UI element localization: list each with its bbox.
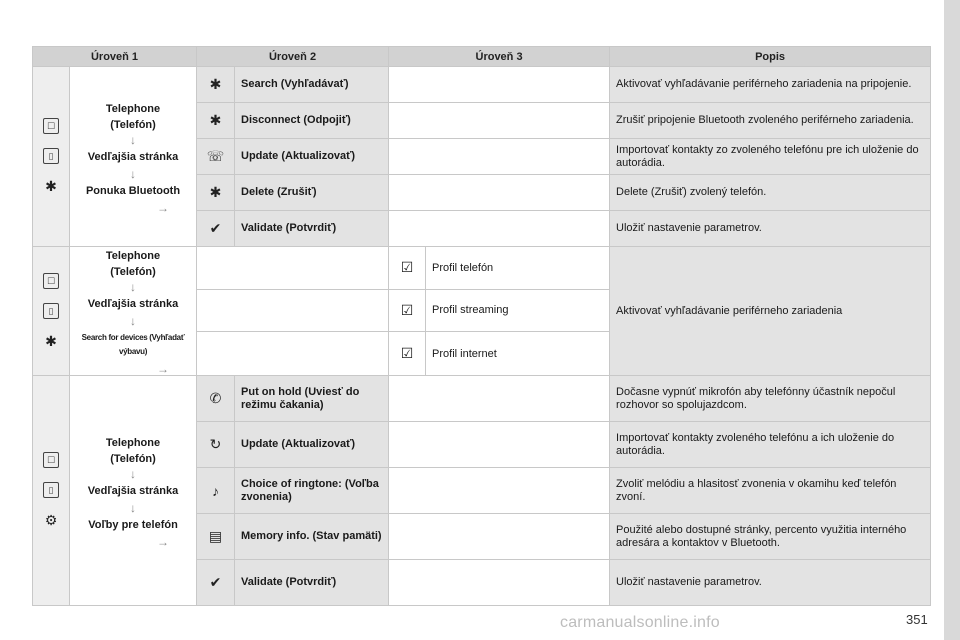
phone-screen-icon: ▯ xyxy=(43,482,59,498)
arrow-down-icon: ↓ xyxy=(130,132,136,147)
check-icon: ✔ xyxy=(197,211,235,247)
header-level3: Úroveň 3 xyxy=(389,47,610,67)
section1-level1: Telephone (Telefón) ↓ Vedľajšia stránka ↓ Ponuka Bluetooth → xyxy=(70,67,197,247)
arrow-down-icon: ↓ xyxy=(130,466,136,481)
phone-hold-icon: ✆ xyxy=(197,376,235,422)
level2-label: Disconnect (Odpojiť) xyxy=(235,103,389,139)
phone-screen-icon: ☐ xyxy=(43,452,59,468)
row-description: Dočasne vypnúť mikrofón aby telefónny účastník nepočul rozhovor so spolujazdcom. xyxy=(610,376,931,422)
level2-label: Put on hold (Uviesť do režimu čakania) xyxy=(235,376,389,422)
bluetooth-search-icon: ✱ xyxy=(45,332,57,349)
page-edge-strip xyxy=(944,0,960,640)
bluetooth-search-icon: ✱ xyxy=(197,67,235,103)
contacts-update-icon: ☏ xyxy=(197,139,235,175)
arrow-right-icon: → xyxy=(157,200,169,215)
header-description: Popis xyxy=(610,47,931,67)
row-description: Použité alebo dostupné stránky, percento využitia interného adresára a kontaktov v Bluetooth. xyxy=(610,514,931,560)
checkbox-icon: ☑ xyxy=(389,289,426,332)
arrow-right-icon: → xyxy=(157,362,169,376)
check-icon: ✔ xyxy=(197,560,235,606)
ringtone-icon: ♪ xyxy=(197,468,235,514)
table-row xyxy=(33,247,931,290)
section2-level1: Telephone (Telefón) ↓ Vedľajšia stránka ↓ Search for devices (Vyhľadať výbavu) → xyxy=(70,247,197,376)
phone-settings-icon: ⚙ xyxy=(44,512,58,528)
bluetooth-disconnect-icon: ✱ xyxy=(197,103,235,139)
phone-screen-icon: ▯ xyxy=(43,303,59,319)
phone-screen-icon: ▯ xyxy=(43,148,59,164)
section3-icons xyxy=(33,376,70,606)
table-row xyxy=(33,67,931,103)
phone-screen-icon: ☐ xyxy=(43,118,59,134)
arrow-down-icon: ↓ xyxy=(130,166,136,181)
row-description: Importovať kontakty zvoleného telefónu a ich uloženie do autorádia. xyxy=(610,422,931,468)
level2-label: Delete (Zrušiť) xyxy=(235,175,389,211)
level2-label: Update (Aktualizovať) xyxy=(235,139,389,175)
level3-label: Profil telefón xyxy=(426,247,610,290)
bluetooth-icon: ✱ xyxy=(45,178,57,194)
row-description: Zrušiť pripojenie Bluetooth zvoleného periférneho zariadenia. xyxy=(610,103,931,139)
page-number: 351 xyxy=(906,612,928,627)
row-description: Uložiť nastavenie parametrov. xyxy=(610,560,931,606)
table-row xyxy=(33,376,931,422)
checkbox-icon: ☑ xyxy=(389,332,426,376)
memory-icon: ▤ xyxy=(197,514,235,560)
bluetooth-delete-icon: ✱ xyxy=(197,175,235,211)
row-description: Uložiť nastavenie parametrov. xyxy=(610,211,931,247)
level2-label: Update (Aktualizovať) xyxy=(235,422,389,468)
watermark: carmanualsonline.info xyxy=(560,614,720,631)
refresh-icon: ↻ xyxy=(197,422,235,468)
row-description: Zvoliť melódiu a hlasitosť zvonenia v okamihu keď telefón zvoní. xyxy=(610,468,931,514)
arrow-down-icon: ↓ xyxy=(130,500,136,515)
level2-label: Validate (Potvrdiť) xyxy=(235,560,389,606)
level3-label: Profil internet xyxy=(426,332,610,376)
header-level2: Úroveň 2 xyxy=(197,47,389,67)
row-description: Aktivovať vyhľadávanie periférneho zariadenia xyxy=(610,247,931,376)
section1-icons xyxy=(33,67,70,247)
row-description: Delete (Zrušiť) zvolený telefón. xyxy=(610,175,931,211)
arrow-right-icon: → xyxy=(157,534,169,549)
row-description: Aktivovať vyhľadávanie periférneho zariadenia na pripojenie. xyxy=(610,67,931,103)
level2-label: Validate (Potvrdiť) xyxy=(235,211,389,247)
section3-level1: Telephone (Telefón) ↓ Vedľajšia stránka ↓ Voľby pre telefón → xyxy=(70,376,197,606)
table-header xyxy=(33,47,931,67)
arrow-down-icon: ↓ xyxy=(130,314,136,328)
header-level1: Úroveň 1 xyxy=(33,47,197,67)
menu-table xyxy=(32,46,931,606)
level2-label: Choice of ringtone: (Voľba zvonenia) xyxy=(235,468,389,514)
section2-icons xyxy=(33,247,70,376)
arrow-down-icon: ↓ xyxy=(130,280,136,294)
row-description: Importovať kontakty zo zvoleného telefónu pre ich uloženie do autorádia. xyxy=(610,139,931,175)
level3-label: Profil streaming xyxy=(426,289,610,332)
level2-label: Search (Vyhľadávať) xyxy=(235,67,389,103)
checkbox-icon: ☑ xyxy=(389,247,426,290)
level2-label: Memory info. (Stav pamäti) xyxy=(235,514,389,560)
phone-screen-icon: ☐ xyxy=(43,273,59,289)
